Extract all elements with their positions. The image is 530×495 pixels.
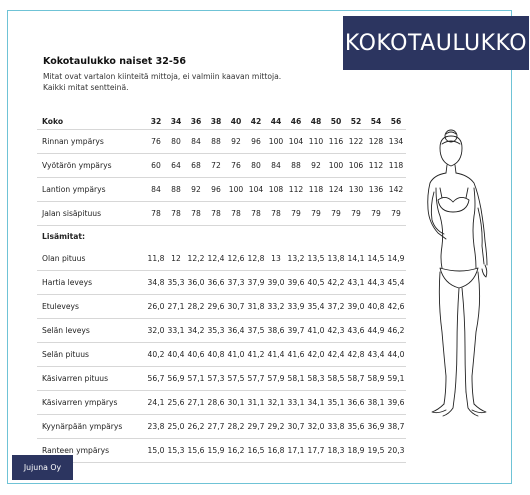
measurement-cell: 46,2 xyxy=(386,319,406,343)
measurement-cell: 36,4 xyxy=(226,319,246,343)
measurement-cell: 100 xyxy=(266,130,286,154)
measurement-cell: 92 xyxy=(186,178,206,202)
measurement-cell: 35,6 xyxy=(346,415,366,439)
measurement-cell: 57,5 xyxy=(226,367,246,391)
measurement-cell: 27,7 xyxy=(206,415,226,439)
measurement-cell: 33,2 xyxy=(266,295,286,319)
measurement-cell: 42,0 xyxy=(306,343,326,367)
measurement-cell: 28,2 xyxy=(186,295,206,319)
measurement-cell: 48 xyxy=(306,113,326,130)
measurement-cell: 14,9 xyxy=(386,247,406,271)
measurement-cell: 124 xyxy=(326,178,346,202)
measurement-cell: 12 xyxy=(166,247,186,271)
measurement-cell: 41,0 xyxy=(306,319,326,343)
measurement-cell: 59,1 xyxy=(386,367,406,391)
measurement-cell: 33,1 xyxy=(166,319,186,343)
measurement-cell: 79 xyxy=(346,202,366,226)
measurement-cell: 88 xyxy=(206,130,226,154)
table-row xyxy=(37,391,406,415)
measurement-cell: 17,7 xyxy=(306,439,326,463)
measurement-cell: 43,6 xyxy=(346,319,366,343)
table-row xyxy=(37,343,406,367)
measurement-cell: 41,6 xyxy=(286,343,306,367)
measurement-cell: 76 xyxy=(226,154,246,178)
measurement-cell: 40,5 xyxy=(306,271,326,295)
section-header-row xyxy=(37,226,406,248)
measurement-cell: 17,1 xyxy=(286,439,306,463)
measurement-cell: 40,2 xyxy=(146,343,166,367)
measurement-cell: 92 xyxy=(226,130,246,154)
row-label: Selän pituus xyxy=(37,343,146,367)
subtitle-line: Mitat ovat vartalon kiinteitä mittoja, ei valmiin kaavan mittoja. xyxy=(43,72,282,81)
measurement-cell: 16,8 xyxy=(266,439,286,463)
measurement-cell: 42,2 xyxy=(326,271,346,295)
table-row xyxy=(37,202,406,226)
chart-heading: Kokotaulukko naiset 32-56 xyxy=(43,56,187,67)
measurement-cell: 13,5 xyxy=(306,247,326,271)
measurement-cell: 78 xyxy=(246,202,266,226)
measurement-cell: 14,5 xyxy=(366,247,386,271)
measurement-cell: 40,4 xyxy=(166,343,186,367)
size-table xyxy=(37,113,406,463)
measurement-cell: 35,4 xyxy=(306,295,326,319)
measurement-cell: 64 xyxy=(166,154,186,178)
measurement-cell: 40,6 xyxy=(186,343,206,367)
measurement-cell: 42,3 xyxy=(326,319,346,343)
measurement-cell: 40 xyxy=(226,113,246,130)
row-label: Käsivarren ympärys xyxy=(37,391,146,415)
measurement-cell: 12,4 xyxy=(206,247,226,271)
measurement-cell: 13 xyxy=(266,247,286,271)
measurement-cell: 130 xyxy=(346,178,366,202)
row-label: Kyynärpään ympärys xyxy=(37,415,146,439)
table-row xyxy=(37,319,406,343)
measurement-cell: 15,3 xyxy=(166,439,186,463)
table-row xyxy=(37,154,406,178)
measurement-cell: 32 xyxy=(146,113,166,130)
measurement-cell: 58,3 xyxy=(306,367,326,391)
measurement-cell: 134 xyxy=(386,130,406,154)
measurement-cell: 57,9 xyxy=(266,367,286,391)
measurement-cell: 79 xyxy=(286,202,306,226)
row-label: Käsivarren pituus xyxy=(37,367,146,391)
measurement-cell: 11,8 xyxy=(146,247,166,271)
measurement-cell: 30,7 xyxy=(226,295,246,319)
measurement-cell: 15,0 xyxy=(146,439,166,463)
measurement-cell: 79 xyxy=(366,202,386,226)
measurement-cell: 78 xyxy=(146,202,166,226)
measurement-cell: 80 xyxy=(246,154,266,178)
measurement-cell: 28,2 xyxy=(226,415,246,439)
page-title: KOKOTAULUKKO xyxy=(344,30,528,56)
measurement-cell: 42,8 xyxy=(346,343,366,367)
measurement-cell: 128 xyxy=(366,130,386,154)
measurement-cell: 35,3 xyxy=(206,319,226,343)
table-row xyxy=(37,178,406,202)
measurement-cell: 58,7 xyxy=(346,367,366,391)
section-label: Lisämitat: xyxy=(42,232,86,241)
measurement-cell: 16,5 xyxy=(246,439,266,463)
size-header-row xyxy=(37,113,406,130)
measurement-cell: 26,2 xyxy=(186,415,206,439)
measurement-cell: 32,1 xyxy=(266,391,286,415)
measurement-cell: 142 xyxy=(386,178,406,202)
table-row xyxy=(37,271,406,295)
measurement-cell: 76 xyxy=(146,130,166,154)
measurement-cell: 44,9 xyxy=(366,319,386,343)
measurement-cell: 41,4 xyxy=(266,343,286,367)
measurement-cell: 38,1 xyxy=(366,391,386,415)
measurement-cell: 45,4 xyxy=(386,271,406,295)
measurement-cell: 56,7 xyxy=(146,367,166,391)
measurement-cell: 23,8 xyxy=(146,415,166,439)
measurement-cell: 39,7 xyxy=(286,319,306,343)
measurement-cell: 38,6 xyxy=(266,319,286,343)
measurement-cell: 78 xyxy=(166,202,186,226)
measurement-cell: 122 xyxy=(346,130,366,154)
measurement-cell: 29,2 xyxy=(266,415,286,439)
measurement-cell: 104 xyxy=(246,178,266,202)
measurement-cell: 37,9 xyxy=(246,271,266,295)
measurement-cell: 24,1 xyxy=(146,391,166,415)
row-label: Selän leveys xyxy=(37,319,146,343)
measurement-cell: 96 xyxy=(206,178,226,202)
measurement-cell: 31,1 xyxy=(246,391,266,415)
measurement-cell: 15,9 xyxy=(206,439,226,463)
measurement-cell: 25,0 xyxy=(166,415,186,439)
measurement-cell: 36,9 xyxy=(366,415,386,439)
measurement-cell: 100 xyxy=(326,154,346,178)
row-label: Jalan sisäpituus xyxy=(37,202,146,226)
measurement-cell: 37,2 xyxy=(326,295,346,319)
measurement-cell: 112 xyxy=(286,178,306,202)
row-label: Lantion ympärys xyxy=(37,178,146,202)
measurement-cell: 80 xyxy=(166,130,186,154)
measurement-cell: 35,3 xyxy=(166,271,186,295)
measurement-cell: 106 xyxy=(346,154,366,178)
measurement-cell: 25,6 xyxy=(166,391,186,415)
measurement-cell: 56 xyxy=(386,113,406,130)
measurement-cell: 42 xyxy=(246,113,266,130)
row-label: Etuleveys xyxy=(37,295,146,319)
measurement-cell: 78 xyxy=(186,202,206,226)
measurement-cell: 58,9 xyxy=(366,367,386,391)
measurement-cell: 44,0 xyxy=(386,343,406,367)
measurement-cell: 36,6 xyxy=(206,271,226,295)
measurement-cell: 42,4 xyxy=(326,343,346,367)
measurement-cell: 92 xyxy=(306,154,326,178)
measurement-cell: 30,1 xyxy=(226,391,246,415)
measurement-cell: 27,1 xyxy=(186,391,206,415)
measurement-cell: 36,0 xyxy=(186,271,206,295)
measurement-cell: 54 xyxy=(366,113,386,130)
measurement-cell: 116 xyxy=(326,130,346,154)
measurement-cell: 58,1 xyxy=(286,367,306,391)
measurement-cell: 84 xyxy=(186,130,206,154)
table-row xyxy=(37,415,406,439)
measurement-cell: 13,2 xyxy=(286,247,306,271)
measurement-cell: 40,8 xyxy=(206,343,226,367)
measurement-cell: 38 xyxy=(206,113,226,130)
measurement-cell: 37,5 xyxy=(246,319,266,343)
measurement-cell: 28,6 xyxy=(206,391,226,415)
row-label: Ranteen ympärys xyxy=(37,439,146,463)
measurement-cell: 26,0 xyxy=(146,295,166,319)
measurement-cell: 34,1 xyxy=(306,391,326,415)
measurement-cell: 38,7 xyxy=(386,415,406,439)
measurement-cell: 39,6 xyxy=(386,391,406,415)
measurement-cell: 50 xyxy=(326,113,346,130)
measurement-cell: 79 xyxy=(386,202,406,226)
measurement-cell: 33,9 xyxy=(286,295,306,319)
measurement-cell: 12,6 xyxy=(226,247,246,271)
measurement-cell: 39,0 xyxy=(346,295,366,319)
measurement-cell: 43,4 xyxy=(366,343,386,367)
measurement-cell: 60 xyxy=(146,154,166,178)
size-header-label: Koko xyxy=(37,113,146,130)
measurement-cell: 34 xyxy=(166,113,186,130)
measurement-cell: 39,6 xyxy=(286,271,306,295)
measurement-cell: 100 xyxy=(226,178,246,202)
measurement-cell: 16,2 xyxy=(226,439,246,463)
measurement-cell: 44 xyxy=(266,113,286,130)
measurement-cell: 12,8 xyxy=(246,247,266,271)
measurement-cell: 29,6 xyxy=(206,295,226,319)
measurement-cell: 118 xyxy=(306,178,326,202)
measurement-cell: 33,8 xyxy=(326,415,346,439)
table-row xyxy=(37,295,406,319)
measurement-cell: 33,1 xyxy=(286,391,306,415)
measurement-cell: 35,1 xyxy=(326,391,346,415)
measurement-cell: 88 xyxy=(286,154,306,178)
measurement-cell: 72 xyxy=(206,154,226,178)
measurement-cell: 57,3 xyxy=(206,367,226,391)
measurement-cell: 40,8 xyxy=(366,295,386,319)
measurement-cell: 110 xyxy=(306,130,326,154)
row-label: Hartia leveys xyxy=(37,271,146,295)
measurement-cell: 79 xyxy=(326,202,346,226)
measurement-cell: 46 xyxy=(286,113,306,130)
measurement-cell: 108 xyxy=(266,178,286,202)
measurement-cell: 84 xyxy=(266,154,286,178)
measurement-cell: 42,6 xyxy=(386,295,406,319)
measurement-cell: 112 xyxy=(366,154,386,178)
measurement-cell: 36,6 xyxy=(346,391,366,415)
measurement-cell: 41,0 xyxy=(226,343,246,367)
table-row xyxy=(37,367,406,391)
measurement-cell: 13,8 xyxy=(326,247,346,271)
measurement-cell: 78 xyxy=(226,202,246,226)
measurement-cell: 31,8 xyxy=(246,295,266,319)
subtitle-line: Kaikki mitat sentteinä. xyxy=(43,83,129,92)
table-row xyxy=(37,439,406,463)
measurement-cell: 118 xyxy=(386,154,406,178)
measurement-cell: 29,7 xyxy=(246,415,266,439)
measurement-cell: 27,1 xyxy=(166,295,186,319)
measurement-cell: 32,0 xyxy=(306,415,326,439)
measurement-cell: 37,3 xyxy=(226,271,246,295)
body-figure-illustration xyxy=(418,122,523,422)
subtitle xyxy=(43,71,281,93)
measurement-cell: 34,2 xyxy=(186,319,206,343)
row-label: Rinnan ympärys xyxy=(37,130,146,154)
measurement-cell: 18,9 xyxy=(346,439,366,463)
measurement-cell: 43,1 xyxy=(346,271,366,295)
measurement-cell: 78 xyxy=(266,202,286,226)
company-name: Jujuna Oy xyxy=(23,463,62,472)
measurement-cell: 36 xyxy=(186,113,206,130)
row-label: Olan pituus xyxy=(37,247,146,271)
measurement-cell: 34,8 xyxy=(146,271,166,295)
measurement-cell: 12,2 xyxy=(186,247,206,271)
table-row xyxy=(37,247,406,271)
measurement-cell: 20,3 xyxy=(386,439,406,463)
row-label: Vyötärön ympärys xyxy=(37,154,146,178)
company-badge xyxy=(12,455,73,480)
measurement-cell: 19,5 xyxy=(366,439,386,463)
measurement-cell: 58,5 xyxy=(326,367,346,391)
measurement-cell: 44,3 xyxy=(366,271,386,295)
measurement-cell: 41,2 xyxy=(246,343,266,367)
measurement-cell: 96 xyxy=(246,130,266,154)
measurement-cell: 52 xyxy=(346,113,366,130)
measurement-cell: 14,1 xyxy=(346,247,366,271)
measurement-cell: 136 xyxy=(366,178,386,202)
measurement-cell: 68 xyxy=(186,154,206,178)
measurement-cell: 57,1 xyxy=(186,367,206,391)
measurement-cell: 32,0 xyxy=(146,319,166,343)
measurement-cell: 30,7 xyxy=(286,415,306,439)
measurement-cell: 88 xyxy=(166,178,186,202)
measurement-cell: 18,3 xyxy=(326,439,346,463)
measurement-cell: 78 xyxy=(206,202,226,226)
measurement-cell: 56,9 xyxy=(166,367,186,391)
table-row xyxy=(37,130,406,154)
measurement-cell: 104 xyxy=(286,130,306,154)
title-banner xyxy=(343,16,529,70)
measurement-cell: 79 xyxy=(306,202,326,226)
measurement-cell: 57,7 xyxy=(246,367,266,391)
measurement-cell: 84 xyxy=(146,178,166,202)
measurement-cell: 39,0 xyxy=(266,271,286,295)
measurement-cell: 15,6 xyxy=(186,439,206,463)
